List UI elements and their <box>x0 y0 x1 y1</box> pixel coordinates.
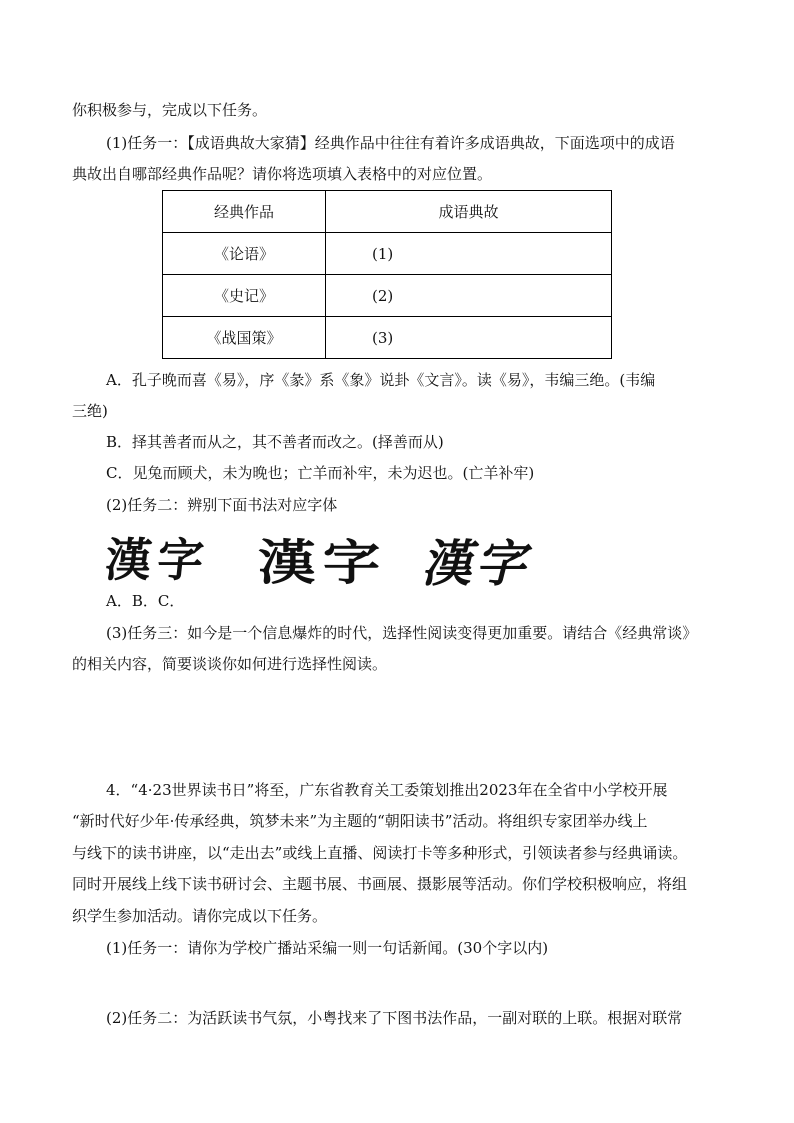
task2-prompt: (2)任务二：辨别下面书法对应字体 <box>106 496 338 514</box>
idiom-works-table <box>162 190 612 359</box>
table-row <box>163 233 612 275</box>
option-a-line2: 三绝) <box>72 402 108 420</box>
q4-line5: 织学生参加活动。请你完成以下任务。 <box>72 907 328 925</box>
q4-task2: (2)任务二：为活跃读书气氛，小粤找来了下图书法作品，一副对联的上联。根据对联常 <box>106 1009 683 1027</box>
table-header-work: 经典作品 <box>163 191 326 233</box>
table-cell-work: 《史记》 <box>163 275 326 317</box>
q4-task1: (1)任务一：请你为学校广播站采编一则一句话新闻。(30个字以内) <box>106 939 549 957</box>
calligraphy-sample-b: 漢字 <box>258 535 388 591</box>
table-row <box>163 275 612 317</box>
task2-answer-line: A．B．C． <box>106 592 185 610</box>
table-cell-answer: (2) <box>326 275 612 317</box>
task3-prompt-line2: 的相关内容，简要谈谈你如何进行选择性阅读。 <box>72 655 388 673</box>
intro-line: 你积极参与，完成以下任务。 <box>72 101 268 119</box>
option-b: B．择其善者而从之，其不善者而改之。(择善而从) <box>106 433 444 451</box>
option-a-line1: A．孔子晚而喜《易》，序《彖》系《象》说卦《文言》。读《易》，韦编三绝。(韦编 <box>106 371 656 389</box>
task3-prompt-line1: (3)任务三：如今是一个信息爆炸的时代，选择性阅读变得更加重要。请结合《经典常谈》 <box>106 624 698 642</box>
q4-line1: 4．“4·23世界读书日”将至，广东省教育关工委策划推出2023年在全省中小学校开展 <box>106 781 668 799</box>
q4-line4: 同时开展线上线下读书研讨会、主题书展、书画展、摄影展等活动。你们学校积极响应，将组 <box>72 875 688 893</box>
table-cell-work: 《论语》 <box>163 233 326 275</box>
table-row <box>163 317 612 359</box>
calligraphy-sample-c: 漢字 <box>418 534 541 593</box>
task1-prompt-line1: (1)任务一：【成语典故大家猜】经典作品中往往有着许多成语典故，下面选项中的成语 <box>106 134 675 152</box>
q4-line2: “新时代好少年·传承经典，筑梦未来”为主题的“朝阳读书”活动。将组织专家团举办线上 <box>72 812 648 830</box>
q4-line3: 与线下的读书讲座，以“走出去”或线上直播、阅读打卡等多种形式，引领读者参与经典诵读。 <box>72 844 688 862</box>
task1-prompt-line2: 典故出自哪部经典作品呢？请你将选项填入表格中的对应位置。 <box>72 165 493 183</box>
table-cell-answer: (3) <box>326 317 612 359</box>
table-header-row <box>163 191 612 233</box>
table-header-idiom: 成语典故 <box>326 191 612 233</box>
calligraphy-sample-a: 漢字 <box>102 533 213 587</box>
table-cell-work: 《战国策》 <box>163 317 326 359</box>
option-c: C．见兔而顾犬，未为晚也；亡羊而补牢，未为迟也。(亡羊补牢) <box>106 464 535 482</box>
table-cell-answer: (1) <box>326 233 612 275</box>
